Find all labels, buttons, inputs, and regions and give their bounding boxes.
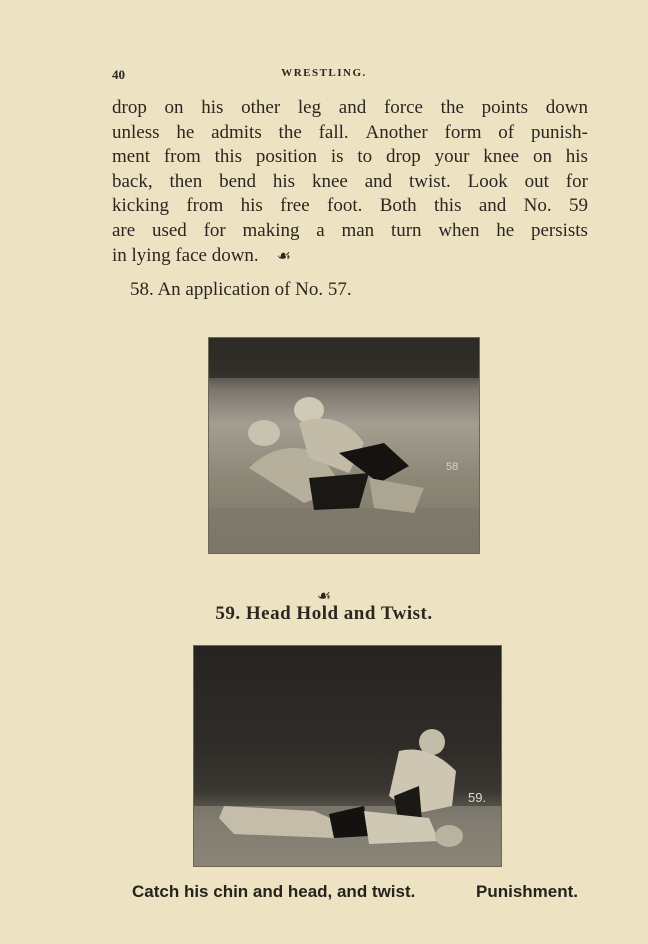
text-line-6 [112,219,588,244]
word: this [214,146,243,168]
word: free [280,195,310,217]
word: this [434,195,462,217]
word: punish- [530,121,588,143]
word: used [151,219,187,241]
word: making [242,219,300,241]
word: admits [211,121,262,143]
word: his [201,97,224,118]
word: knee [311,170,348,192]
word: Another [365,121,428,143]
word: No. [523,195,552,217]
word: and [338,97,367,118]
word: form [444,121,482,143]
photo-59-number: 59. [468,790,487,805]
word: points [481,97,529,118]
figure-59-caption-left: Catch his chin and head, and twist. [132,882,416,901]
word: man [341,219,375,241]
text-line-3 [112,145,588,170]
word: for [565,170,588,192]
word: other [241,97,281,118]
fleuron-ornament: ☙ [276,247,292,265]
word: down [545,97,588,118]
word: his [272,170,296,192]
word: on [164,97,184,118]
photo-figure-59 [193,645,502,867]
word: and [364,170,393,192]
word: of [498,121,515,143]
figure-59-heading: 59. Head Hold and Twist. [215,603,433,624]
word: for [203,219,226,241]
word: his [240,195,263,217]
text-line-2 [112,121,588,146]
word: turn [390,219,422,241]
figure-59-caption [132,882,578,902]
word: bend [219,170,257,192]
word: knee [483,146,520,168]
word: he [496,219,515,241]
word: persists [530,219,588,241]
word: position [255,146,318,168]
word: from [186,195,224,217]
word: kicking [112,195,169,217]
word: out [524,170,549,192]
word: twist. [409,170,451,192]
running-head: WRESTLING. [281,67,367,79]
word: a [316,219,325,241]
word: the [440,97,464,118]
photo-59-illustration [194,646,501,866]
page-number: 40 [112,67,125,82]
figure-59-caption-right: Punishment. [475,882,578,901]
word: 59 [568,195,588,217]
word: the [278,121,302,143]
fleuron-ornament-center: ☙ [316,588,332,605]
last-line-text: in lying face down. [112,244,259,266]
text-line-1 [112,96,588,121]
word: is [330,146,344,168]
word: are [112,219,136,241]
photo-58-illustration [209,338,479,553]
word: leg [297,97,322,118]
word: Look [467,170,508,192]
word: to [357,146,373,168]
text-line-7 [112,244,588,270]
word: force [383,97,423,118]
text-line-5 [112,194,588,219]
word: when [438,219,480,241]
text-line-4 [112,170,588,195]
word: and [478,195,507,217]
word: from [163,146,201,168]
word: Both [379,195,417,217]
photo-58-number: 58 [446,461,459,473]
word: drop [385,146,421,168]
word: on [532,146,552,168]
word: he [176,121,195,143]
photo-figure-58 [208,337,480,554]
word: back, [112,170,153,192]
word: drop [112,97,147,118]
word: then [169,170,203,192]
word: foot. [327,195,363,217]
figure-58-caption: 58. An application of No. 57. [130,279,352,300]
word: your [434,146,470,168]
word: fall. [318,121,349,143]
word: unless [112,121,160,143]
word: ment [112,146,150,168]
word: his [565,146,588,168]
body-text [112,96,588,269]
